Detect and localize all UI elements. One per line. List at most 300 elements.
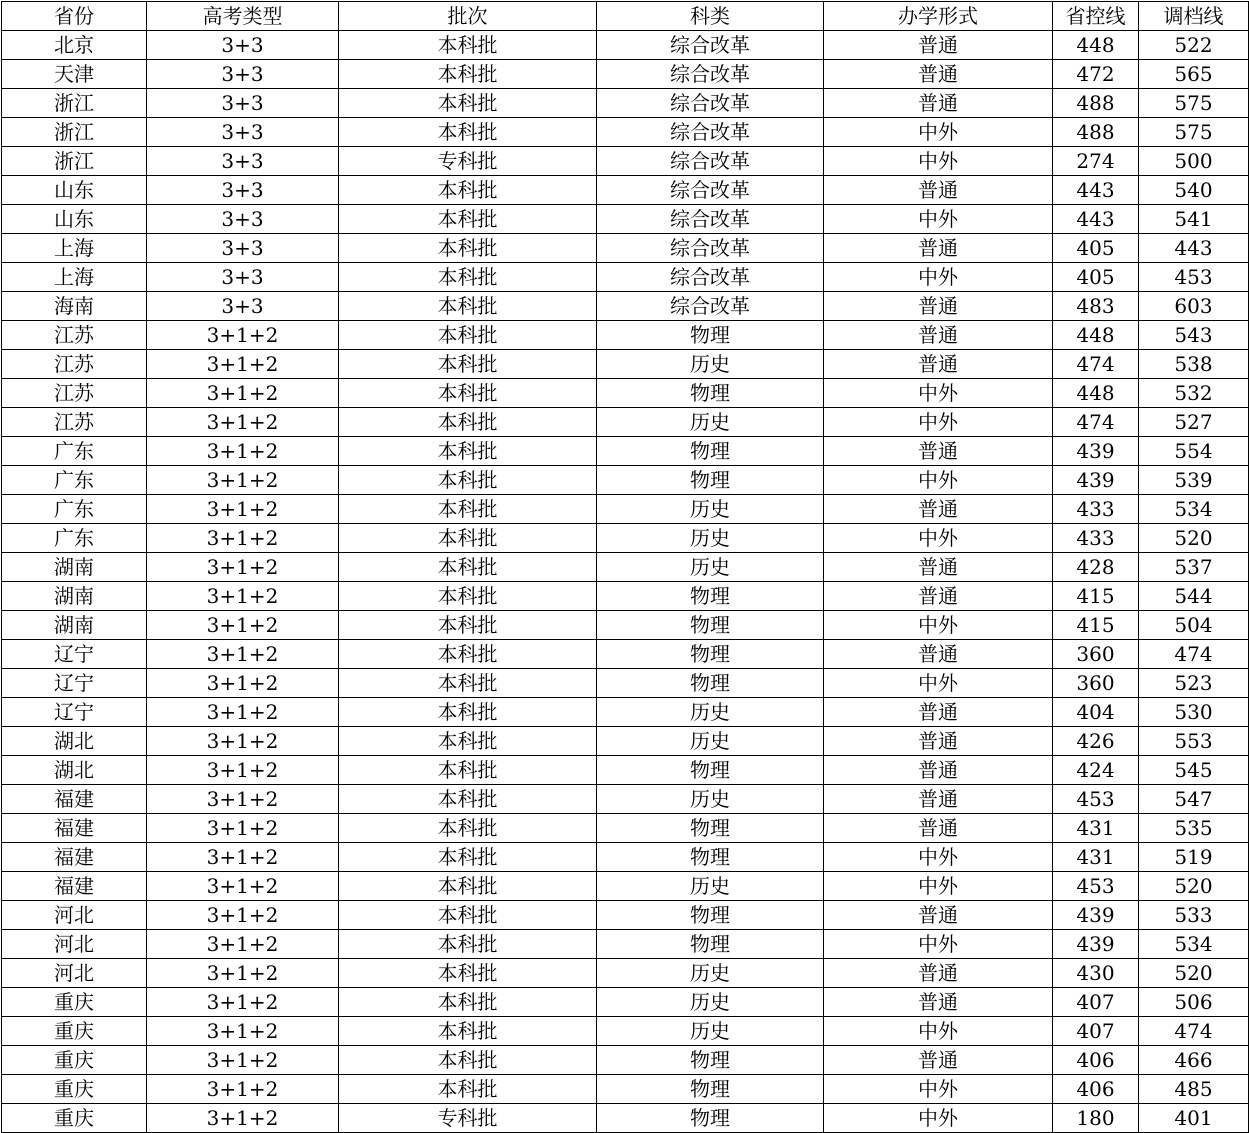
cell-subject-category: 物理 [597,843,824,872]
cell-provincial-control-line: 428 [1053,553,1139,582]
cell-batch: 本科批 [339,698,597,727]
cell-exam-type: 3+1+2 [147,553,339,582]
cell-subject-category: 物理 [597,640,824,669]
cell-school-form: 中外 [824,524,1053,553]
cell-province: 辽宁 [2,669,147,698]
cell-province: 广东 [2,466,147,495]
cell-school-form: 普通 [824,582,1053,611]
table-row [2,640,1249,669]
cell-province: 江苏 [2,321,147,350]
cell-admission-line: 474 [1139,640,1249,669]
cell-admission-line: 540 [1139,176,1249,205]
cell-provincial-control-line: 431 [1053,843,1139,872]
cell-provincial-control-line: 407 [1053,988,1139,1017]
cell-exam-type: 3+3 [147,118,339,147]
cell-province: 江苏 [2,350,147,379]
cell-province: 重庆 [2,1017,147,1046]
cell-subject-category: 历史 [597,350,824,379]
cell-admission-line: 504 [1139,611,1249,640]
cell-provincial-control-line: 404 [1053,698,1139,727]
cell-province: 天津 [2,60,147,89]
cell-province: 上海 [2,263,147,292]
cell-batch: 本科批 [339,118,597,147]
cell-subject-category: 物理 [597,901,824,930]
cell-provincial-control-line: 483 [1053,292,1139,321]
cell-admission-line: 474 [1139,1017,1249,1046]
cell-admission-line: 466 [1139,1046,1249,1075]
cell-batch: 本科批 [339,234,597,263]
header-provincial-control-line: 省控线 [1053,2,1139,31]
cell-admission-line: 532 [1139,379,1249,408]
cell-exam-type: 3+3 [147,205,339,234]
table-row [2,959,1249,988]
cell-admission-line: 543 [1139,321,1249,350]
cell-provincial-control-line: 448 [1053,379,1139,408]
cell-provincial-control-line: 439 [1053,466,1139,495]
cell-admission-line: 575 [1139,89,1249,118]
cell-subject-category: 历史 [597,408,824,437]
cell-subject-category: 综合改革 [597,60,824,89]
cell-batch: 专科批 [339,1104,597,1133]
cell-exam-type: 3+1+2 [147,988,339,1017]
header-row [2,2,1249,31]
table-row [2,118,1249,147]
cell-provincial-control-line: 415 [1053,611,1139,640]
header-exam-type: 高考类型 [147,2,339,31]
cell-exam-type: 3+1+2 [147,640,339,669]
cell-provincial-control-line: 431 [1053,814,1139,843]
cell-subject-category: 历史 [597,495,824,524]
cell-exam-type: 3+3 [147,147,339,176]
cell-school-form: 普通 [824,321,1053,350]
cell-admission-line: 535 [1139,814,1249,843]
cell-batch: 本科批 [339,843,597,872]
cell-provincial-control-line: 424 [1053,756,1139,785]
cell-school-form: 普通 [824,756,1053,785]
cell-subject-category: 综合改革 [597,176,824,205]
cell-province: 上海 [2,234,147,263]
cell-province: 广东 [2,495,147,524]
header-batch: 批次 [339,2,597,31]
cell-school-form: 中外 [824,930,1053,959]
cell-provincial-control-line: 405 [1053,263,1139,292]
table-row [2,89,1249,118]
table-row [2,379,1249,408]
table-row [2,176,1249,205]
cell-school-form: 普通 [824,350,1053,379]
cell-admission-line: 485 [1139,1075,1249,1104]
cell-exam-type: 3+3 [147,263,339,292]
cell-exam-type: 3+1+2 [147,582,339,611]
cell-province: 河北 [2,959,147,988]
cell-batch: 本科批 [339,582,597,611]
cell-exam-type: 3+1+2 [147,930,339,959]
table-row [2,292,1249,321]
cell-batch: 本科批 [339,785,597,814]
cell-exam-type: 3+1+2 [147,611,339,640]
cell-subject-category: 物理 [597,379,824,408]
cell-exam-type: 3+3 [147,292,339,321]
cell-provincial-control-line: 433 [1053,495,1139,524]
table-row [2,60,1249,89]
cell-provincial-control-line: 407 [1053,1017,1139,1046]
cell-provincial-control-line: 488 [1053,89,1139,118]
cell-province: 湖南 [2,553,147,582]
cell-province: 浙江 [2,118,147,147]
table-row [2,756,1249,785]
cell-provincial-control-line: 474 [1053,350,1139,379]
cell-admission-line: 544 [1139,582,1249,611]
cell-province: 辽宁 [2,640,147,669]
cell-subject-category: 物理 [597,1046,824,1075]
cell-admission-line: 545 [1139,756,1249,785]
header-admission-line: 调档线 [1139,2,1249,31]
cell-provincial-control-line: 448 [1053,31,1139,60]
cell-school-form: 普通 [824,814,1053,843]
cell-province: 河北 [2,901,147,930]
cell-subject-category: 物理 [597,1075,824,1104]
table-row [2,1017,1249,1046]
cell-school-form: 中外 [824,379,1053,408]
cell-batch: 本科批 [339,408,597,437]
cell-provincial-control-line: 426 [1053,727,1139,756]
cell-provincial-control-line: 180 [1053,1104,1139,1133]
cell-exam-type: 3+1+2 [147,872,339,901]
cell-subject-category: 综合改革 [597,205,824,234]
table-row [2,814,1249,843]
cell-provincial-control-line: 405 [1053,234,1139,263]
cell-exam-type: 3+1+2 [147,350,339,379]
cell-admission-line: 553 [1139,727,1249,756]
table-row [2,437,1249,466]
cell-school-form: 普通 [824,292,1053,321]
table-row [2,1075,1249,1104]
cell-batch: 本科批 [339,176,597,205]
cell-school-form: 中外 [824,408,1053,437]
cell-subject-category: 历史 [597,524,824,553]
cell-school-form: 中外 [824,147,1053,176]
cell-provincial-control-line: 448 [1053,321,1139,350]
cell-batch: 专科批 [339,147,597,176]
cell-school-form: 中外 [824,669,1053,698]
cell-admission-line: 565 [1139,60,1249,89]
cell-province: 江苏 [2,408,147,437]
cell-subject-category: 物理 [597,611,824,640]
table-row [2,466,1249,495]
cell-subject-category: 物理 [597,437,824,466]
cell-subject-category: 综合改革 [597,118,824,147]
cell-batch: 本科批 [339,959,597,988]
cell-provincial-control-line: 443 [1053,205,1139,234]
cell-admission-line: 443 [1139,234,1249,263]
cell-school-form: 普通 [824,553,1053,582]
cell-provincial-control-line: 439 [1053,901,1139,930]
cell-subject-category: 物理 [597,466,824,495]
cell-exam-type: 3+1+2 [147,698,339,727]
cell-batch: 本科批 [339,350,597,379]
cell-admission-line: 523 [1139,669,1249,698]
cell-province: 重庆 [2,1046,147,1075]
cell-subject-category: 物理 [597,669,824,698]
cell-subject-category: 物理 [597,321,824,350]
table-row [2,582,1249,611]
cell-subject-category: 历史 [597,698,824,727]
cell-exam-type: 3+3 [147,60,339,89]
cell-provincial-control-line: 472 [1053,60,1139,89]
cell-batch: 本科批 [339,1017,597,1046]
cell-batch: 本科批 [339,495,597,524]
header-subject-category: 科类 [597,2,824,31]
cell-subject-category: 综合改革 [597,147,824,176]
cell-subject-category: 历史 [597,959,824,988]
cell-province: 广东 [2,524,147,553]
cell-admission-line: 541 [1139,205,1249,234]
cell-admission-line: 534 [1139,495,1249,524]
cell-admission-line: 519 [1139,843,1249,872]
cell-batch: 本科批 [339,988,597,1017]
cell-exam-type: 3+1+2 [147,437,339,466]
cell-admission-line: 539 [1139,466,1249,495]
cell-province: 湖南 [2,611,147,640]
cell-province: 山东 [2,205,147,234]
cell-subject-category: 综合改革 [597,263,824,292]
table-row [2,611,1249,640]
cell-batch: 本科批 [339,263,597,292]
cell-subject-category: 物理 [597,756,824,785]
cell-provincial-control-line: 406 [1053,1075,1139,1104]
cell-batch: 本科批 [339,292,597,321]
cell-exam-type: 3+1+2 [147,959,339,988]
table-row [2,524,1249,553]
cell-province: 重庆 [2,1075,147,1104]
cell-admission-line: 520 [1139,524,1249,553]
cell-exam-type: 3+1+2 [147,408,339,437]
cell-school-form: 普通 [824,31,1053,60]
cell-subject-category: 历史 [597,872,824,901]
cell-provincial-control-line: 474 [1053,408,1139,437]
cell-batch: 本科批 [339,60,597,89]
cell-school-form: 中外 [824,1017,1053,1046]
cell-province: 北京 [2,31,147,60]
cell-exam-type: 3+3 [147,176,339,205]
cell-school-form: 中外 [824,872,1053,901]
cell-admission-line: 547 [1139,785,1249,814]
cell-province: 福建 [2,843,147,872]
cell-exam-type: 3+1+2 [147,756,339,785]
table-row [2,785,1249,814]
cell-province: 重庆 [2,988,147,1017]
cell-admission-line: 506 [1139,988,1249,1017]
cell-exam-type: 3+1+2 [147,524,339,553]
cell-batch: 本科批 [339,524,597,553]
cell-school-form: 普通 [824,176,1053,205]
cell-batch: 本科批 [339,1046,597,1075]
cell-batch: 本科批 [339,756,597,785]
cell-batch: 本科批 [339,814,597,843]
cell-admission-line: 537 [1139,553,1249,582]
cell-provincial-control-line: 406 [1053,1046,1139,1075]
cell-exam-type: 3+1+2 [147,727,339,756]
cell-subject-category: 历史 [597,1017,824,1046]
table-row [2,727,1249,756]
table-row [2,263,1249,292]
cell-exam-type: 3+1+2 [147,379,339,408]
cell-school-form: 普通 [824,234,1053,263]
cell-batch: 本科批 [339,466,597,495]
cell-school-form: 中外 [824,205,1053,234]
cell-batch: 本科批 [339,553,597,582]
cell-admission-line: 530 [1139,698,1249,727]
admission-scores-table [1,1,1249,1133]
table-row [2,1046,1249,1075]
cell-exam-type: 3+3 [147,31,339,60]
cell-school-form: 中外 [824,843,1053,872]
cell-admission-line: 401 [1139,1104,1249,1133]
table-row [2,350,1249,379]
table-row [2,408,1249,437]
table-row [2,698,1249,727]
cell-school-form: 普通 [824,495,1053,524]
table-row [2,205,1249,234]
table-row [2,31,1249,60]
cell-subject-category: 综合改革 [597,234,824,263]
cell-provincial-control-line: 430 [1053,959,1139,988]
cell-province: 浙江 [2,147,147,176]
cell-school-form: 普通 [824,698,1053,727]
cell-school-form: 普通 [824,988,1053,1017]
cell-batch: 本科批 [339,611,597,640]
cell-school-form: 中外 [824,263,1053,292]
cell-admission-line: 522 [1139,31,1249,60]
cell-province: 湖南 [2,582,147,611]
cell-admission-line: 453 [1139,263,1249,292]
cell-admission-line: 533 [1139,901,1249,930]
cell-exam-type: 3+3 [147,234,339,263]
cell-province: 福建 [2,872,147,901]
header-school-form: 办学形式 [824,2,1053,31]
cell-subject-category: 综合改革 [597,31,824,60]
cell-provincial-control-line: 439 [1053,930,1139,959]
cell-admission-line: 534 [1139,930,1249,959]
cell-provincial-control-line: 360 [1053,640,1139,669]
cell-subject-category: 物理 [597,814,824,843]
cell-exam-type: 3+1+2 [147,321,339,350]
cell-batch: 本科批 [339,727,597,756]
cell-province: 湖北 [2,727,147,756]
cell-school-form: 中外 [824,1075,1053,1104]
header-province: 省份 [2,2,147,31]
cell-province: 福建 [2,785,147,814]
cell-subject-category: 物理 [597,582,824,611]
cell-batch: 本科批 [339,437,597,466]
cell-school-form: 中外 [824,611,1053,640]
cell-exam-type: 3+1+2 [147,466,339,495]
cell-batch: 本科批 [339,640,597,669]
cell-admission-line: 603 [1139,292,1249,321]
cell-admission-line: 554 [1139,437,1249,466]
cell-province: 重庆 [2,1104,147,1133]
cell-province: 江苏 [2,379,147,408]
cell-admission-line: 520 [1139,959,1249,988]
table-row [2,872,1249,901]
cell-exam-type: 3+1+2 [147,1046,339,1075]
cell-province: 河北 [2,930,147,959]
table-row [2,147,1249,176]
cell-school-form: 中外 [824,1104,1053,1133]
cell-exam-type: 3+1+2 [147,843,339,872]
cell-subject-category: 物理 [597,930,824,959]
table-row [2,843,1249,872]
cell-school-form: 普通 [824,727,1053,756]
cell-subject-category: 历史 [597,727,824,756]
cell-school-form: 普通 [824,959,1053,988]
cell-exam-type: 3+1+2 [147,495,339,524]
table-row [2,930,1249,959]
cell-exam-type: 3+1+2 [147,785,339,814]
cell-provincial-control-line: 415 [1053,582,1139,611]
cell-admission-line: 575 [1139,118,1249,147]
cell-exam-type: 3+1+2 [147,901,339,930]
table-row [2,495,1249,524]
cell-admission-line: 500 [1139,147,1249,176]
cell-subject-category: 历史 [597,553,824,582]
table-row [2,988,1249,1017]
table-row [2,1104,1249,1133]
cell-school-form: 普通 [824,785,1053,814]
cell-batch: 本科批 [339,205,597,234]
cell-batch: 本科批 [339,379,597,408]
cell-subject-category: 物理 [597,1104,824,1133]
cell-admission-line: 527 [1139,408,1249,437]
cell-exam-type: 3+1+2 [147,814,339,843]
cell-batch: 本科批 [339,321,597,350]
cell-school-form: 普通 [824,901,1053,930]
cell-provincial-control-line: 433 [1053,524,1139,553]
cell-school-form: 普通 [824,60,1053,89]
cell-exam-type: 3+1+2 [147,1075,339,1104]
cell-admission-line: 520 [1139,872,1249,901]
cell-province: 广东 [2,437,147,466]
cell-school-form: 普通 [824,89,1053,118]
cell-school-form: 普通 [824,437,1053,466]
cell-provincial-control-line: 488 [1053,118,1139,147]
cell-province: 山东 [2,176,147,205]
cell-provincial-control-line: 360 [1053,669,1139,698]
cell-batch: 本科批 [339,669,597,698]
cell-school-form: 中外 [824,118,1053,147]
table-row [2,553,1249,582]
cell-subject-category: 历史 [597,785,824,814]
cell-subject-category: 综合改革 [597,292,824,321]
cell-school-form: 普通 [824,1046,1053,1075]
cell-exam-type: 3+1+2 [147,1017,339,1046]
table-body [2,31,1249,1133]
cell-provincial-control-line: 453 [1053,785,1139,814]
cell-batch: 本科批 [339,89,597,118]
cell-admission-line: 538 [1139,350,1249,379]
cell-provincial-control-line: 274 [1053,147,1139,176]
cell-province: 辽宁 [2,698,147,727]
cell-province: 福建 [2,814,147,843]
cell-provincial-control-line: 443 [1053,176,1139,205]
table-row [2,901,1249,930]
cell-exam-type: 3+1+2 [147,669,339,698]
cell-school-form: 中外 [824,466,1053,495]
cell-school-form: 普通 [824,640,1053,669]
cell-subject-category: 综合改革 [597,89,824,118]
cell-batch: 本科批 [339,1075,597,1104]
cell-subject-category: 历史 [597,988,824,1017]
